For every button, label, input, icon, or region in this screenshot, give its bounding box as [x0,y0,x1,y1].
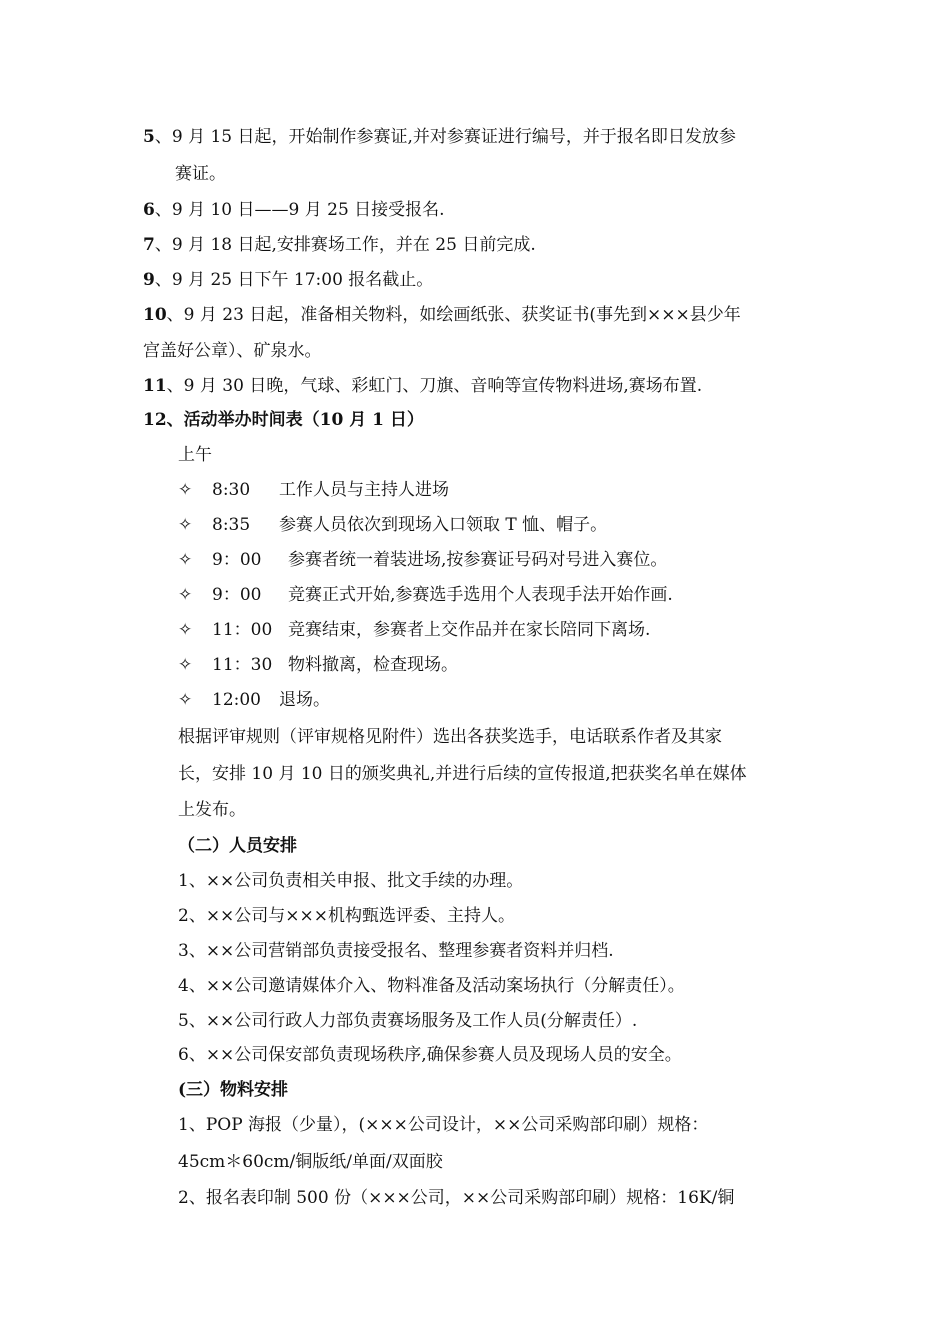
personnel-item: 6、××公司保安部负责现场秩序,确保参赛人员及现场人员的安全。 [178,1045,682,1065]
item-number: 6 [143,200,155,220]
schedule-time: 8:35 [212,515,251,535]
schedule-row [178,514,607,536]
list-item-9 [143,269,433,291]
item-text: 赛证。 [175,164,226,184]
star-bullet-icon: ✧ [178,515,193,535]
personnel-item: 1、××公司负责相关申报、批文手续的办理。 [178,871,524,891]
schedule-task: 参赛人员依次到现场入口领取 T 恤、帽子。 [279,515,608,535]
list-item-5 [143,126,736,148]
schedule-period: 上午 [178,445,212,465]
materials-item: 1、POP 海报（少量），(×××公司设计，××公司采购部印刷）规格： [178,1115,709,1135]
schedule-time: 11：30 [212,655,273,675]
item-text: 宫盖好公章）、矿泉水。 [143,341,322,361]
item-number: 9 [143,270,155,290]
schedule-task: 竞赛结束，参赛者上交作品并在家长陪同下离场. [288,620,651,640]
schedule-note: 长，安排 10 月 10 日的颁奖典礼,并进行后续的宣传报道,把获奖名单在媒体 [178,764,747,784]
item-number: 7 [143,235,155,255]
star-bullet-icon: ✧ [178,480,193,500]
item-text: 、9 月 10 日——9 月 25 日接受报名. [154,200,445,220]
schedule-note: 上发布。 [178,800,246,820]
list-item-7 [143,234,536,256]
schedule-time: 9：00 [212,585,262,605]
item-text: 、9 月 30 日晚，气球、彩虹门、刀旗、音响等宣传物料进场,赛场布置. [166,376,703,396]
schedule-time: 12:00 [212,690,261,710]
personnel-item: 3、××公司营销部负责接受报名、整理参赛者资料并归档. [178,941,614,961]
materials-item: 45cm＊60cm/铜版纸/单面/双面胶 [178,1152,443,1172]
list-item-6 [143,199,445,221]
star-bullet-icon: ✧ [178,550,193,570]
schedule-task: 退场。 [279,690,330,710]
item-number: 11 [143,376,167,396]
section-heading-personnel: （二）人员安排 [178,836,297,856]
schedule-time: 8:30 [212,480,251,500]
schedule-row [178,479,449,501]
schedule-row [178,689,330,711]
item-number: 10 [143,305,167,325]
star-bullet-icon: ✧ [178,690,193,710]
list-item-5-cont [175,163,226,185]
section-heading-materials: (三）物料安排 [178,1080,289,1100]
list-item-11 [143,375,702,397]
item-text: 、9 月 23 日起，准备相关物料，如绘画纸张、获奖证书(事先到×××县少年 [166,305,741,325]
schedule-row [178,584,673,606]
schedule-row [178,654,458,676]
personnel-item: 5、××公司行政人力部负责赛场服务及工作人员(分解责任）. [178,1011,638,1031]
star-bullet-icon: ✧ [178,620,193,640]
personnel-item: 4、××公司邀请媒体介入、物料准备及活动案场执行（分解责任）。 [178,976,685,996]
schedule-task: 物料撤离，检查现场。 [288,655,458,675]
schedule-heading: 12、活动举办时间表（10 月 1 日） [143,410,424,430]
materials-item: 2、报名表印制 500 份（×××公司，××公司采购部印刷）规格：16K/铜 [178,1188,735,1208]
list-item-10-cont [143,340,322,362]
personnel-item: 2、××公司与×××机构甄选评委、主持人。 [178,906,516,926]
item-text: 、9 月 15 日起，开始制作参赛证,并对参赛证进行编号，并于报名即日发放参 [154,127,736,147]
list-item-10 [143,304,741,326]
schedule-task: 参赛者统一着装进场,按参赛证号码对号进入赛位。 [288,550,668,570]
schedule-task: 工作人员与主持人进场 [279,480,449,500]
item-number: 5 [143,127,155,147]
schedule-row [178,619,650,641]
schedule-row [178,549,667,571]
star-bullet-icon: ✧ [178,655,193,675]
schedule-time: 11：00 [212,620,273,640]
schedule-note: 根据评审规则（评审规格见附件）选出各获奖选手，电话联系作者及其家 [178,727,722,747]
star-bullet-icon: ✧ [178,585,193,605]
item-text: 、9 月 18 日起,安排赛场工作，并在 25 日前完成. [154,235,536,255]
item-text: 、9 月 25 日下午 17:00 报名截止。 [154,270,434,290]
schedule-time: 9：00 [212,550,262,570]
schedule-task: 竞赛正式开始,参赛选手选用个人表现手法开始作画. [288,585,673,605]
